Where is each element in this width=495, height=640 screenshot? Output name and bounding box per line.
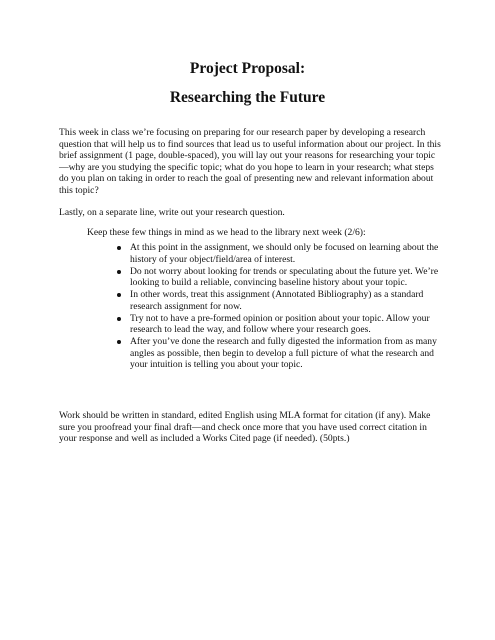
intro-paragraph: This week in class we’re focusing on preparing for our research paper by developing a research question that will help us to find sources that lead us to useful information about our project. In this brief assignment (1 page, double-spaced), you will lay out your reasons for researching your topic—why are you studying the specific topic; what do you hope to learn in your research; what steps do you plan on taking in order to reach the goal of presenting new and relevant information about this topic?: [59, 127, 441, 196]
bullet-text: In other words, treat this assignment (Annotated Bibliography) as a standard research assignment for now.: [130, 289, 424, 312]
bullet-item: [130, 313, 442, 336]
document-title: Project Proposal:: [189, 60, 306, 77]
bullet-item: [130, 336, 442, 371]
bullet-icon: [117, 293, 121, 297]
document-subtitle: Researching the Future: [169, 89, 326, 106]
bullet-item: [130, 266, 442, 289]
instruction-paragraph: Lastly, on a separate line, write out your research question.: [59, 207, 285, 218]
bullet-text: Do not worry about looking for trends or speculating about the future yet. We’re looking to build a reliable, convincing baseline history about your topic.: [130, 265, 439, 288]
reminder-bullet-list: [130, 242, 442, 371]
bullet-text: At this point in the assignment, we should only be focused on learning about the history of your object/field/area of interest.: [130, 242, 439, 265]
bullet-text: Try not to have a pre-formed opinion or position about your topic. Allow your research to lead the way, and follow where your research goes.: [130, 312, 430, 335]
bullet-icon: [117, 246, 121, 250]
bullet-item: [130, 242, 442, 265]
bullet-icon: [117, 340, 121, 344]
closing-paragraph: Work should be written in standard, edited English using MLA format for citation (if any). Make sure you proofread your final draft—and check once more that you have used correct citation in your response and well as included a Works Cited page (if needed). (50pts.): [59, 410, 431, 444]
bullet-icon: [117, 317, 121, 321]
reminder-lead-paragraph: Keep these few things in mind as we head to the library next week (2/6):: [87, 227, 366, 238]
bullet-text: After you’ve done the research and fully digested the information from as many angles as possible, then begin to develop a full picture of what the research and your intuition is telling you about your topic.: [130, 336, 437, 370]
bullet-icon: [117, 270, 121, 274]
bullet-item: [130, 289, 442, 312]
